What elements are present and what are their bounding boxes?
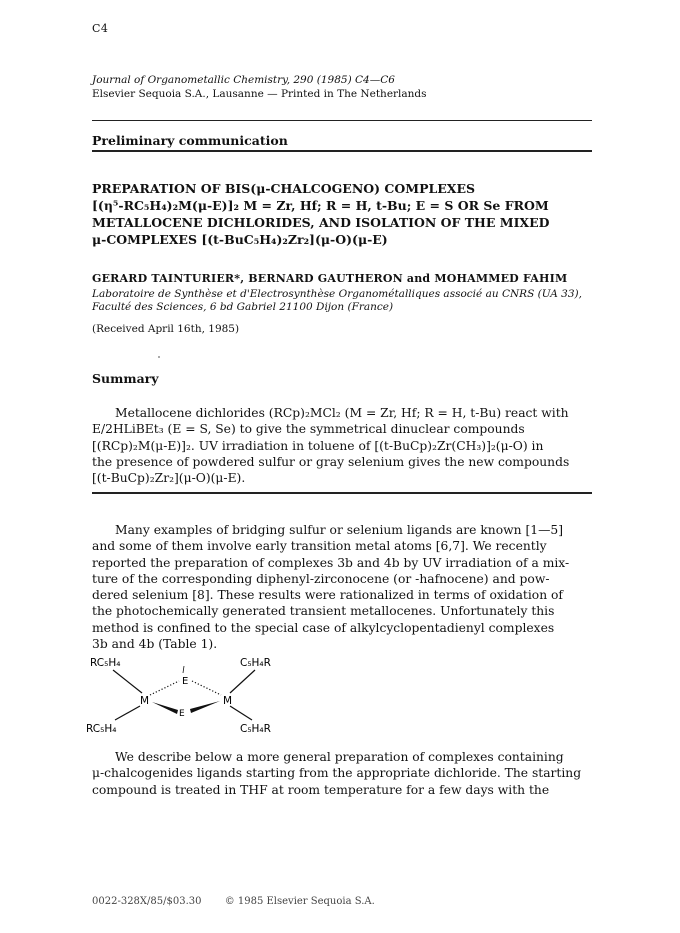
header-rule <box>92 120 592 121</box>
body-paragraph <box>92 522 600 652</box>
title-line: [(η⁵-RC₅H₄)₂M(μ-E)]₂ M = Zr, Hf; R = H, t-Bu; E = S OR Se FROM <box>92 198 549 213</box>
body-line: dered selenium [8]. These results were rationalized in terms of oxidation of <box>92 588 563 603</box>
tick-mark <box>183 666 184 673</box>
wedge-bond-left <box>152 702 178 714</box>
article-title <box>92 180 612 248</box>
authors: GERARD TAINTURIER*, BERNARD GAUTHERON and MOHAMMED FAHIM <box>92 272 568 285</box>
page-number: C4 <box>92 22 109 35</box>
journal-reference <box>92 74 395 86</box>
affiliation-line: Faculté des Sciences, 6 bd Gabriel 21100 Dijon (France) <box>92 301 394 313</box>
summary-heading: Summary <box>92 371 159 386</box>
section-rule <box>92 150 592 152</box>
body-line: reported the preparation of complexes 3b and 4b by UV irradiation of a mix- <box>92 555 570 570</box>
metal-right: M <box>223 695 233 707</box>
body-line: 3b and 4b (Table 1). <box>92 637 218 652</box>
body-paragraph-2 <box>92 749 600 798</box>
ligand-label-top-left: RC₅H₄ <box>90 657 121 669</box>
body-line: and some of them involve early transition metal atoms [6,7]. We recently <box>92 539 547 554</box>
bridge-top-atom: E <box>182 676 189 687</box>
bond-top-left <box>113 670 142 693</box>
hashed-bond-right <box>192 681 221 695</box>
bond-top-right <box>230 670 255 693</box>
body-line: the photochemically generated transient metallocenes. Unfortunately this <box>92 604 555 619</box>
body-line: Many examples of bridging sulfur or selenium ligands are known [1—5] <box>115 523 564 537</box>
summary-line: Metallocene dichlorides (RCp)₂MCl₂ (M = Zr, Hf; R = H, t-Bu) react with <box>115 406 569 420</box>
metal-left: M <box>140 695 150 707</box>
hashed-bond-left <box>150 681 179 695</box>
footer-copyright: © 1985 Elsevier Sequoia S.A. <box>224 896 375 907</box>
body2-line: compound is treated in THF at room temperature for a few days with the <box>92 782 550 797</box>
bond-bottom-left <box>115 706 140 720</box>
ligand-label-bottom-left: RC₅H₄ <box>86 723 117 735</box>
summary-rule <box>92 492 592 494</box>
body-line: ture of the corresponding diphenyl-zirconocene (or -hafnocene) and pow- <box>92 571 550 586</box>
summary-line: the presence of powdered sulfur or gray selenium gives the new compounds <box>92 454 570 469</box>
publisher-line: Elsevier Sequoia S.A., Lausanne — Printed in The Netherlands <box>92 88 427 100</box>
speck <box>158 356 160 358</box>
bridge-bottom-atom: E <box>179 709 185 719</box>
footer-code: 0022-328X/85/$03.30 <box>92 896 202 907</box>
structure-diagram <box>80 650 320 740</box>
title-line: METALLOCENE DICHLORIDES, AND ISOLATION OF THE MIXED <box>92 215 550 230</box>
received-date: (Received April 16th, 1985) <box>92 323 240 335</box>
summary-line: [(t-BuCp)₂Zr₂](μ-O)(μ-E). <box>92 471 246 486</box>
title-line: μ-COMPLEXES [(t-BuC₅H₄)₂Zr₂](μ-O)(μ-E) <box>92 232 388 247</box>
summary-line: [(RCp)₂M(μ-E)]₂. UV irradiation in toluene of [(t-BuCp)₂Zr(CH₃)]₂(μ-O) in <box>92 438 544 453</box>
body2-line: μ-chalcogenides ligands starting from the appropriate dichloride. The starting <box>92 766 582 781</box>
section-heading: Preliminary communication <box>92 133 288 148</box>
body-line: method is confined to the special case of alkylcyclopentadienyl complexes <box>92 620 555 635</box>
affiliation <box>92 288 612 314</box>
ligand-label-top-right: C₅H₄R <box>240 657 271 669</box>
footer <box>92 896 395 907</box>
ligand-label-bottom-right: C₅H₄R <box>240 723 271 735</box>
summary-paragraph <box>92 405 600 486</box>
journal-reference-text: Journal of Organometallic Chemistry, 290 (1985) C4—C6 <box>92 74 395 86</box>
affiliation-line: Laboratoire de Synthèse et d'Electrosynthèse Organométalliques associé au CNRS (UA 33), <box>92 288 582 300</box>
summary-line: E/2HLiBEt₃ (E = S, Se) to give the symmetrical dinuclear compounds <box>92 422 525 437</box>
body2-line: We describe below a more general preparation of complexes containing <box>115 750 564 764</box>
title-line: PREPARATION OF BIS(μ-CHALCOGENO) COMPLEXES <box>92 181 476 196</box>
wedge-bond-right <box>190 701 220 713</box>
bond-bottom-right <box>230 706 252 720</box>
